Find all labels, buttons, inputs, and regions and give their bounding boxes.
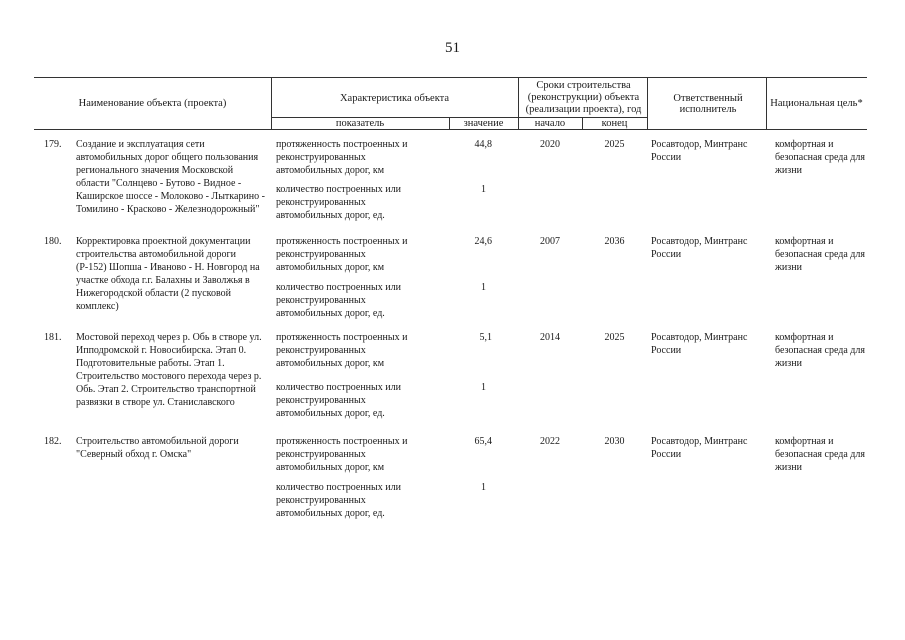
start-year: 2007 [540,236,560,247]
header-name: Наименование объекта (проекта) [78,98,227,109]
value-length: 24,6 [474,236,492,247]
object-name: Создание и эксплуатация сети автомобильных дорог общего пользования регионального значения Московской области "Солнцево - Бутово - Видное - Каширское шоссе - Молоково - Лыткарино - Томилино - Красково - Железнодорожный" [76,139,265,215]
executor: Росавтодор, Минтранс России [651,236,748,260]
header-characteristic: Характеристика объекта [339,93,450,104]
page-number: 51 [445,40,460,56]
executor: Росавтодор, Минтранс России [651,332,748,356]
indicator-length: протяженность построенных и реконструированных автомобильных дорог, км [276,139,408,176]
indicator-length: протяженность построенных и реконструированных автомобильных дорог, км [276,436,408,473]
value-count: 1 [481,184,486,195]
value-length: 44,8 [474,139,492,150]
start-year: 2014 [540,332,560,343]
indicator-count: количество построенных или реконструированных автомобильных дорог, ед. [276,382,401,419]
col-divider-terms [647,77,648,129]
header-end: конец [601,118,628,129]
national-goal: комфортная и безопасная среда для жизни [775,236,865,273]
national-goal: комфортная и безопасная среда для жизни [775,332,865,369]
indicator-count: количество построенных или реконструированных автомобильных дорог, ед. [276,282,401,319]
indicator-count: количество построенных или реконструированных автомобильных дорог, ед. [276,482,401,519]
national-goal: комфортная и безопасная среда для жизни [775,436,865,473]
object-name: Мостовой переход через р. Обь в створе ул. Ипподромской г. Новосибирска. Этап 0. Подготовительные работы. Этап 1. Строительство мостового перехода через р. Обь. Этап 2. Строительство транспортной развязки в створе ул. Станиславского [76,332,262,408]
national-goal: комфортная и безопасная среда для жизни [775,139,865,176]
executor: Росавтодор, Минтранс России [651,436,748,460]
end-year: 2030 [604,436,625,447]
header-value: значение [463,118,504,129]
header-executor: Ответственный исполнитель [673,93,743,115]
row-number: 180. [44,236,62,247]
header-terms: Сроки строительства (реконструкции) объекта (реализации проекта), год [525,80,642,115]
end-year: 2025 [604,332,625,343]
header-bottom-border [34,129,867,130]
indicator-length: протяженность построенных и реконструированных автомобильных дорог, км [276,332,408,369]
value-count: 1 [481,282,486,293]
row-number: 179. [44,139,62,150]
row-number: 181. [44,332,62,343]
executor: Росавтодор, Минтранс России [651,139,748,163]
header-goal: Национальная цель* [770,98,863,109]
start-year: 2022 [540,436,560,447]
end-year: 2036 [604,236,625,247]
value-count: 1 [481,482,486,493]
table-top-border [34,77,867,78]
indicator-length: протяженность построенных и реконструированных автомобильных дорог, км [276,236,408,273]
value-count: 1 [481,382,486,393]
object-name: Корректировка проектной документации строительства автомобильной дороги (Р-152) Шопша - Иваново - Н. Новгород на участке обхода г.г. Балахны и Заволжья в Нижегородской области (2 пусковой комплекс) [76,236,260,312]
start-year: 2020 [540,139,560,150]
value-length: 65,4 [474,436,492,447]
row-number: 182. [44,436,62,447]
value-length: 5,1 [479,332,492,343]
end-year: 2025 [604,139,625,150]
object-name: Строительство автомобильной дороги "Северный обход г. Омска" [76,436,239,460]
header-indicator: показатель [335,118,385,129]
header-start: начало [534,118,566,129]
indicator-count: количество построенных или реконструированных автомобильных дорог, ед. [276,184,401,221]
